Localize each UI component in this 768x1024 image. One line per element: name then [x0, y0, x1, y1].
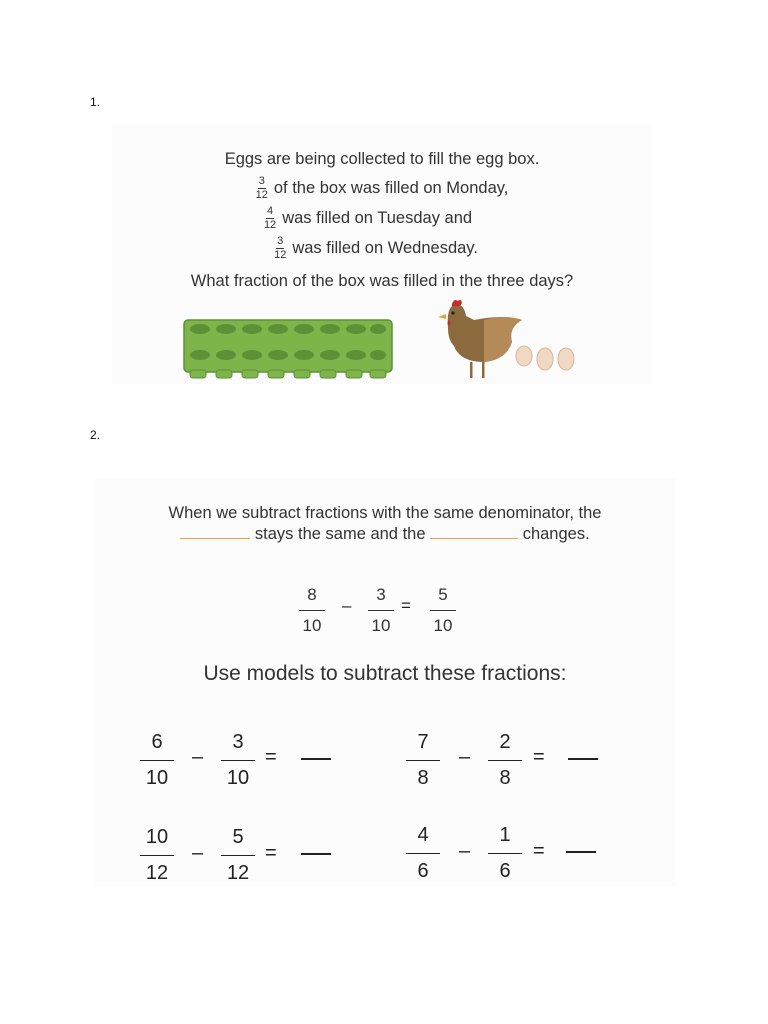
example-fraction-result: [430, 585, 456, 636]
fraction-denominator: 8: [417, 767, 429, 789]
problem-1-answer-line[interactable]: [301, 758, 331, 760]
q1-wednesday-text: was filled on Wednesday.: [292, 238, 478, 257]
problem-4-fraction-b: [488, 824, 522, 883]
fraction-numerator: 5: [221, 826, 255, 856]
q2-intro-end: changes.: [522, 525, 590, 543]
question-1-panel: [112, 124, 652, 384]
problem-3-minus-sign: –: [192, 842, 204, 864]
fraction-denominator: 12: [274, 249, 287, 261]
fraction-numerator: 8: [299, 585, 325, 611]
example-equals-sign: =: [401, 596, 411, 615]
problem-4-minus-sign: –: [459, 840, 471, 862]
fraction-numerator: 4: [267, 205, 274, 217]
fraction-denominator: 6: [499, 860, 511, 882]
problem-3-fraction-b: [221, 826, 255, 885]
problem-4-answer-line[interactable]: [566, 851, 596, 853]
question-number-1: 1.: [90, 95, 101, 109]
q1-line-4: [106, 236, 646, 261]
answer-blank-2[interactable]: [430, 538, 518, 539]
q1-tuesday-text: was filled on Tuesday and: [282, 208, 473, 227]
eggs-illustration: [512, 344, 582, 374]
fraction-numerator: 3: [368, 585, 394, 611]
example-fraction-b: [368, 585, 394, 636]
fraction-numerator: 5: [430, 585, 456, 611]
q1-question-line: What fraction of the box was filled in the three days?: [190, 272, 574, 290]
problem-1-minus-sign: –: [192, 746, 204, 768]
q1-line-1: Eggs are being collected to fill the egg box.: [224, 150, 540, 168]
fraction-numerator: 1: [488, 824, 522, 854]
q1-line-3: [98, 206, 638, 231]
answer-blank-1[interactable]: [180, 538, 250, 539]
fraction-denominator: 10: [433, 616, 453, 635]
fraction-wednesday: [274, 236, 286, 261]
question-2-panel: [95, 478, 675, 886]
problem-3-answer-line[interactable]: [301, 853, 331, 855]
problem-3-fraction-a: [140, 826, 174, 885]
q1-line-2: [112, 176, 652, 201]
fraction-monday: [256, 176, 268, 201]
problem-2-answer-line[interactable]: [568, 758, 598, 760]
problem-2-fraction-a: [406, 731, 440, 790]
q2-intro-line-2: [95, 525, 675, 544]
problem-1-equals-sign: =: [265, 746, 277, 768]
fraction-denominator: 12: [255, 189, 268, 201]
q1-monday-text: of the box was filled on Monday,: [273, 178, 509, 197]
q2-intro-middle: stays the same and the: [254, 525, 426, 543]
problem-3-equals-sign: =: [265, 842, 277, 864]
fraction-denominator: 10: [371, 616, 391, 635]
problem-4-equals-sign: =: [533, 840, 545, 862]
fraction-denominator: 10: [145, 767, 169, 789]
fraction-denominator: 12: [226, 862, 250, 884]
egg-box-illustration: [182, 318, 394, 380]
q2-heading: Use models to subtract these fractions:: [203, 662, 567, 685]
fraction-numerator: 10: [140, 826, 174, 856]
fraction-denominator: 8: [499, 767, 511, 789]
fraction-numerator: 2: [488, 731, 522, 761]
fraction-denominator: 12: [263, 219, 277, 231]
problem-2-equals-sign: =: [533, 746, 545, 768]
problem-1-fraction-a: [140, 731, 174, 790]
fraction-numerator: 7: [406, 731, 440, 761]
fraction-denominator: 10: [226, 767, 250, 789]
fraction-tuesday: [264, 206, 276, 231]
fraction-denominator: 6: [417, 860, 429, 882]
problem-2-fraction-b: [488, 731, 522, 790]
problem-4-fraction-a: [406, 824, 440, 883]
problem-1-fraction-b: [221, 731, 255, 790]
fraction-denominator: 12: [145, 862, 169, 884]
question-number-2: 2.: [90, 428, 101, 442]
fraction-numerator: 3: [221, 731, 255, 761]
example-fraction-a: [299, 585, 325, 636]
fraction-numerator: 4: [406, 824, 440, 854]
q2-intro-line-1: When we subtract fractions with the same denominator, the: [168, 504, 602, 522]
fraction-numerator: 3: [277, 235, 284, 247]
example-minus-sign: –: [342, 596, 352, 615]
problem-2-minus-sign: –: [459, 746, 471, 768]
fraction-numerator: 6: [140, 731, 174, 761]
fraction-denominator: 10: [302, 616, 322, 635]
fraction-numerator: 3: [258, 175, 265, 187]
